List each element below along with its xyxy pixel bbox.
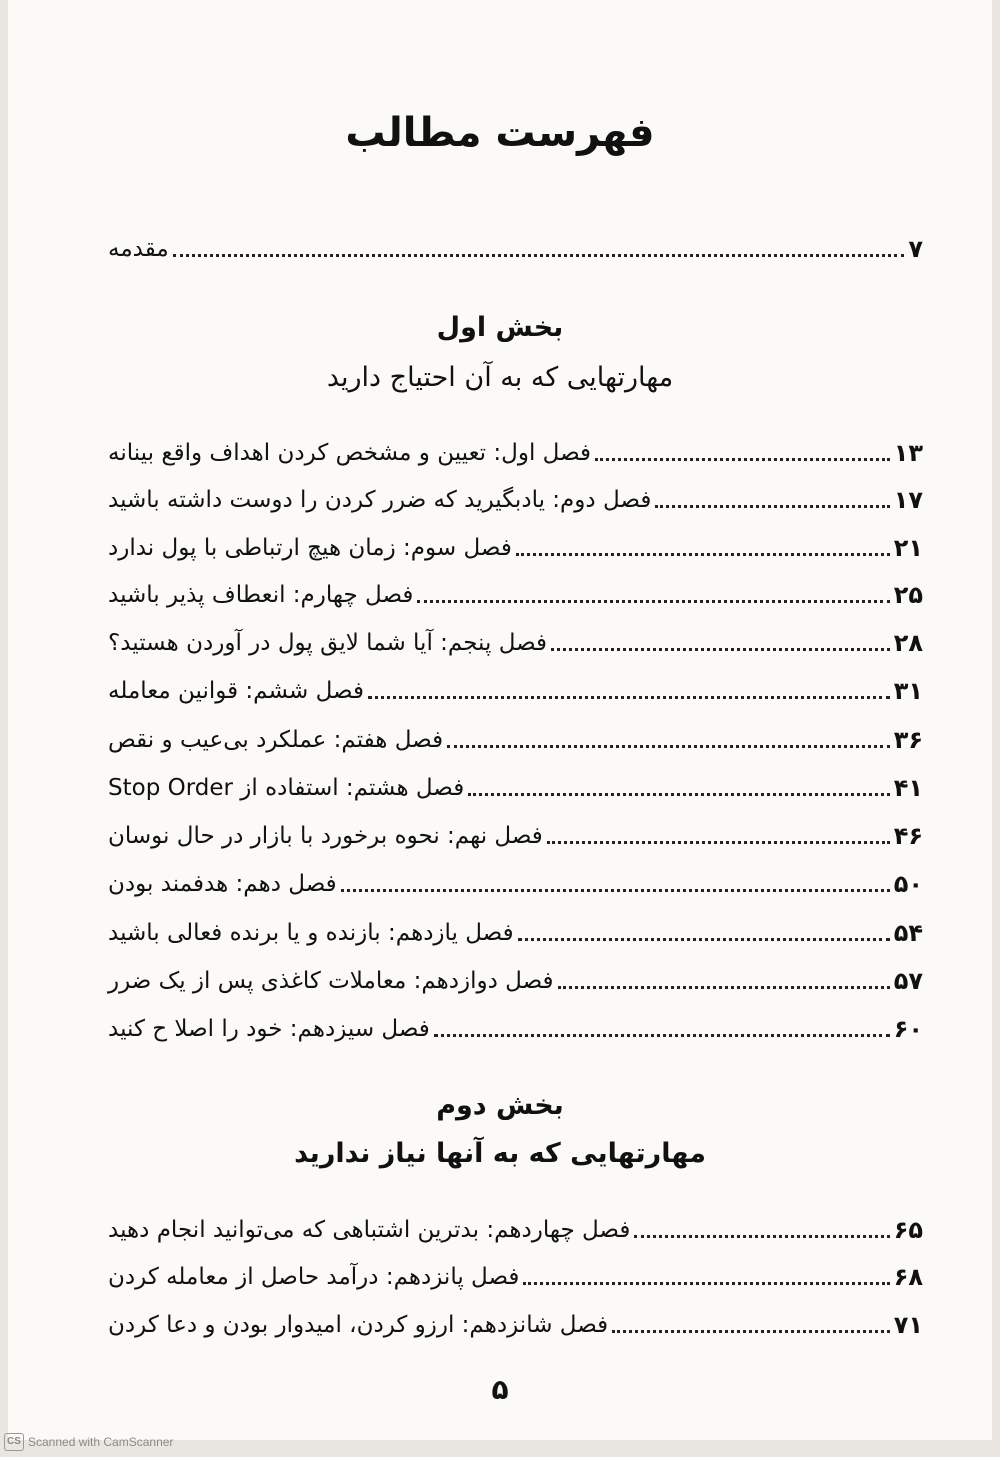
toc-entry-label: فصل دهم: هدفمند بودن — [108, 871, 337, 897]
dotted-leader — [447, 745, 890, 748]
toc-entry — [108, 1302, 923, 1342]
toc-entry-intro — [108, 226, 923, 266]
dotted-leader — [547, 841, 890, 844]
toc-entry — [108, 525, 923, 565]
dotted-leader — [417, 600, 889, 603]
toc-entry-page: ۲۸ — [893, 629, 923, 657]
toc-entry-label: فصل سوم: زمان هیچ ارتباطی با پول ندارد — [108, 535, 512, 561]
toc-entry — [108, 910, 923, 950]
toc-entry-page: ۳۱ — [893, 677, 923, 705]
dotted-leader — [612, 1330, 890, 1333]
toc-entry-label: فصل چهارم: انعطاف پذیر باشید — [108, 582, 414, 608]
toc-entry-page: ۲۵ — [893, 581, 923, 609]
toc-entry-label: فصل ششم: قوانین معامله — [108, 678, 364, 704]
toc-entry-page: ۲۱ — [893, 534, 923, 562]
page-number: ۵ — [491, 1373, 509, 1406]
toc-entry-page: ۷۱ — [893, 1311, 923, 1339]
toc-entry — [108, 620, 923, 660]
toc-entry-page: ۱۷ — [893, 486, 923, 514]
dotted-leader — [634, 1235, 889, 1238]
toc-entry — [108, 765, 923, 805]
page-title: فهرست مطالب — [345, 110, 655, 156]
toc-entry — [108, 813, 923, 853]
watermark-text: Scanned with CamScanner — [28, 1435, 174, 1449]
toc-entry-page: ۵۷ — [893, 967, 923, 995]
toc-entry — [108, 477, 923, 517]
toc-entry — [108, 1006, 923, 1046]
camscanner-logo-icon: CS — [4, 1433, 24, 1451]
dotted-leader — [434, 1034, 890, 1037]
toc-entry — [108, 1254, 923, 1294]
toc-entry — [108, 1207, 923, 1247]
toc-entry-page: ۵۴ — [893, 919, 923, 947]
toc-entry-label: فصل اول: تعیین و مشخص کردن اهداف واقع بینانه — [108, 440, 592, 466]
toc-entry-page: ۴۱ — [893, 774, 923, 802]
dotted-leader — [551, 648, 890, 651]
part-2-heading: بخش دوم — [436, 1090, 564, 1121]
toc-entry-page: ۶۰ — [893, 1015, 923, 1043]
toc-entry-page: ۵۰ — [893, 870, 923, 898]
toc-entry-label: مقدمه — [108, 236, 169, 262]
dotted-leader — [655, 505, 889, 508]
dotted-leader — [595, 458, 890, 461]
toc-entry — [108, 430, 923, 470]
toc-entry — [108, 572, 923, 612]
part-1-heading: بخش اول — [436, 312, 564, 343]
part-1-subtitle: مهارتهایی که به آن احتیاج دارید — [326, 362, 674, 393]
dotted-leader — [516, 553, 890, 556]
toc-entry — [108, 958, 923, 998]
toc-entry — [108, 717, 923, 757]
toc-entry-page: ۷ — [908, 235, 923, 263]
toc-entry-label: فصل پانزدهم: درآمد حاصل از معامله کردن — [108, 1264, 520, 1290]
toc-entry-label: فصل سیزدهم: خود را اصلا ح کنید — [108, 1016, 430, 1042]
scanner-watermark — [4, 1432, 173, 1452]
toc-entry-page: ۳۶ — [893, 726, 923, 754]
toc-entry-page: ۱۳ — [893, 439, 923, 467]
dotted-leader — [173, 254, 905, 257]
dotted-leader — [523, 1282, 889, 1285]
toc-entry-label: فصل چهاردهم: بدترین اشتباهی که می‌توانید انجام دهید — [108, 1217, 631, 1243]
dotted-leader — [368, 696, 890, 699]
toc-entry — [108, 668, 923, 708]
dotted-leader — [558, 986, 890, 989]
toc-entry-label: فصل دوم: یادبگیرید که ضرر کردن را دوست داشته باشید — [108, 487, 652, 513]
part-2-subtitle: مهارتهایی که به آنها نیاز ندارید — [294, 1138, 706, 1169]
toc-entry — [108, 861, 923, 901]
toc-entry-page: ۴۶ — [893, 822, 923, 850]
toc-entry-label: فصل هفتم: عملکرد بی‌عیب و نقص — [108, 727, 444, 753]
toc-entry-page: ۶۵ — [893, 1216, 923, 1244]
toc-entry-label: فصل هشتم: استفاده از Stop Order — [108, 775, 465, 801]
dotted-leader — [518, 938, 890, 941]
toc-entry-label: فصل دوازدهم: معاملات کاغذی پس از یک ضرر — [108, 968, 554, 994]
toc-entry-label: فصل شانزدهم: ارزو کردن، امیدوار بودن و دعا کردن — [108, 1312, 609, 1338]
toc-entry-page: ۶۸ — [893, 1263, 923, 1291]
toc-entry-label: فصل پنجم: آیا شما لایق پول در آوردن هستید؟ — [108, 630, 548, 656]
dotted-leader — [341, 889, 890, 892]
dotted-leader — [468, 793, 889, 796]
toc-entry-label: فصل یازدهم: بازنده و یا برنده فعالی باشید — [108, 920, 514, 946]
toc-entry-label: فصل نهم: نحوه برخورد با بازار در حال نوسان — [108, 823, 543, 849]
